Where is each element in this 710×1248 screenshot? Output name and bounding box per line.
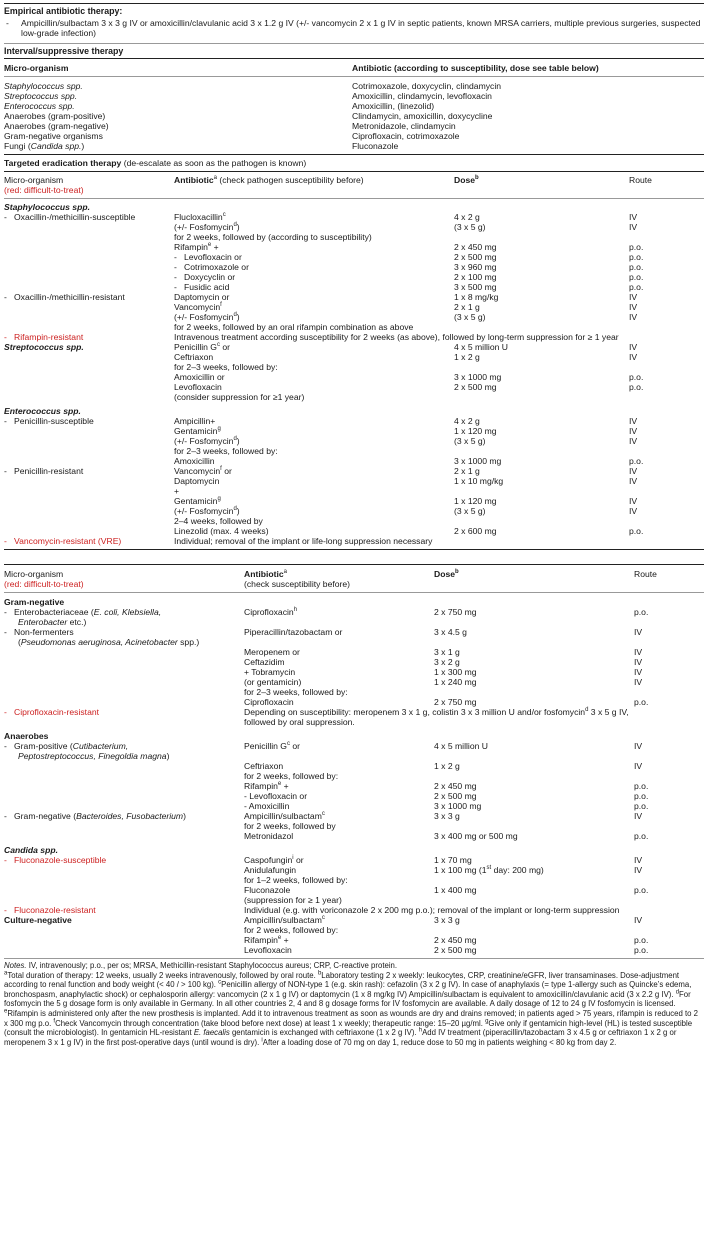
table-row: Enterococcus spp. Amoxicillin, (linezolid) (4, 101, 435, 111)
section-anaerobes: Anaerobes (4, 731, 49, 741)
interval-col-org: Micro-organism (4, 63, 69, 73)
targeted-subtitle: (de-escalate as soon as the pathogen is known) (123, 158, 307, 168)
second-header: Micro-organism (red: difficult-to-treat) Antibiotic$^a$ (check susceptibility before) Dose$^b$ Route (4, 569, 657, 589)
fluconazole-resistant-label: - Fluconazole-resistant (4, 905, 96, 915)
divider (4, 592, 704, 593)
rifampin-resistant-label: - Rifampin-resistant (4, 332, 84, 342)
empirical-item: - Ampicillin/sulbactam 3 x 3 g IV or amoxicillin/clavulanic acid 3 x 1.2 g IV (+/- vancomycin 2 x 1 g IV in septic patients, known MRSA carriers, multiple previous surgeries, suspected low-grade infection) (4, 18, 704, 38)
second-table: Gram-negative - Enterobacteriaceae (E. coli, Klebsiella, Enterobacter etc.) Ciprofloxacin$^h$ 2 x 750 mg p.o. - Non-fermenters (Pseudomonas aeruginosa, Acinetobacter spp.) Piperacillin/tazobactam or 3 x 4.5 g IV Meropenem or 3 x 1 g IV Ceftazidim 3 x 2 g IV + Tobramycin 1 x 300 mg IV (or gentamicin) 1 x 240 mg IV for 2–3 weeks, followed by: Ciprofloxacin 2 x 750 mg p.o. - Ciprofloxacin-resistant Depending on susceptibility: meropenem 3 x 1 g, colistin 3 x 3 million U and/or fosfomycin$^d$ 3 x 5 g IV, followed by oral suppression. Anaerobes - Gram-positive (Cutibacterium, Peptostreptococcus, Finegoldia magna) Penicillin $G^c$ or 4 x 5 million U IV Ceftriaxon 1 x 2 g IV for 2 weeks, followed by: Rifampin$^e$ + 2 x 450 mg p.o. - Levofloxacin or 2 x 500 mg p.o. - Amoxicillin 3 x 1000 mg p.o. - Gram-negative (Bacteroides, Fusobacterium) Ampicillin/sulbactam$^c$ 3 x 3 g IV for 2 weeks, followed by Metronidazol 3 x 400 mg or 500 mg p.o. Candida spp. - Fluconazole-susceptible Caspofungin$^i$ or 1 x 70 mg IV Anidulafungin 1 x 100 mg (1st day: 200 mg) IV for 1–2 weeks, followed by: Fluconazole 1 x 400 mg p.o. (suppression for ≥ 1 year) - Fluconazole-resistant Individual (e.g. with voriconazole 2 x 200 mg p.o.); removal of the implant or long-term suppression Culture-negative Ampicillin/sulbactam$^c$ 3 x 3 g IV for 2 weeks, followed by: Rifampin$^e$ + 2 x 450 mg p.o. Levofloxacin 2 x 500 mg p.o. (4, 597, 704, 955)
empirical-title: Empirical antibiotic therapy: (4, 6, 123, 16)
section-culture-negative: Culture-negative (4, 915, 72, 925)
interval-header (4, 59, 704, 76)
fluconazole-susceptible-label: - Fluconazole-susceptible (4, 855, 107, 865)
vre-label: - Vancomycin-resistant (VRE) (4, 536, 122, 546)
cipro-resistant-label: - Ciprofloxacin-resistant (4, 707, 100, 717)
table-notes: Notes. IV, intravenously; p.o., per os; MRSA, Methicillin-resistant Staphylococcus aureus; CRP, C-reactive protein. $^a$Total duration of therapy: 12 weeks, usually 2 weeks intravenously, followed by oral route. $^b$Laboratory testing 2 x weekly: leukocytes, CRP, creatinine/eGFR, liver transaminases. Dose-adjustment according to renal function and body weight (< 40 / > 100 kg). $^c$Penicillin allergy of NON-type 1 (e.g. skin rash): cefazolin (3 x 2 g IV). In case of anaphylaxis (= type 1-allergy such as Quincke’s edema, bronchospasm, anaphylactic shock) or cephalosporin allergy: vancomycin (2 x 1 g IV) or daptomycin (1 x 8 mg/kg IV) Ampicillin/sulbactam is equivalent to amoxicillin/clavulanic acid (3 x 2.2 g IV). $^d$For fosfomycin the 5 g dosage form is only available in Germany. In all other countries 2, 4 and 8 g dosage forms for IV fosfomycin are available. A daily dosage of 12 to 24 g IV fosfomycin is licensed. $^e$Rifampin is administered only after the new prosthesis is implanted. Add it to intravenous treatment as soon as wounds are dry and drains removed; in patients aged > 75 years, rifampin is reduced to 2 x 300 mg p.o. $^f$Check Vancomycin through concentration (take blood before next dose) at least 1 x weekly; therapeutic range: 15–20 µg/ml. $^g$Give only if gentamicin high-level (HL) is tested susceptible (consult the microbiologist). In gentamicin HL-resistant E. faecalis gentamicin is exchanged with ceftriaxone (1 x 2 g IV). $^h$Add IV treatment (piperacillin/tazobactam 3 x 4.5 g or ceftriaxon 1 x 2 g or meropenem 3 x 1 g IV) in the first post-operative days (until wound is dry). $^i$After a loading dose of 70 mg on day 1, reduce dose to 50 mg in patients weighing < 80 kg from day 2. (4, 961, 698, 1047)
section-gram-negative: Gram-negative (4, 597, 65, 607)
targeted-title-row (4, 155, 704, 171)
table-row: Streptococcus spp. Amoxicillin, clindamycin, levofloxacin (4, 91, 492, 101)
interval-title: Interval/suppressive therapy (4, 46, 124, 56)
section-entero: Enterococcus spp. (4, 406, 81, 416)
interval-table (4, 81, 704, 151)
targeted-title: Targeted eradication therapy (4, 158, 122, 168)
document-page (4, 3, 704, 1047)
table-row: Fungi (Candida spp.) Fluconazole (4, 141, 399, 151)
divider (4, 76, 704, 77)
table-row: Gram-negative organisms Ciprofloxacin, cotrimoxazole (4, 131, 460, 141)
table-row: Anaerobes (gram-negative) Metronidazole, clindamycin (4, 121, 456, 131)
section-staph: Staphylococcus spp. (4, 202, 90, 212)
targeted-table: Staphylococcus spp. - Oxacillin-/methicillin-susceptible Flucloxacillin$^c$ 4 x 2 g IV (+/- Fosfomycin$^d$) (3 x 5 g) IV for 2 weeks, followed by (according to susceptibility) Rifampin$^e$ + 2 x 450 mg p.o. - Levofloxacin or 2 x 500 mg p.o. - Cotrimoxazole or 3 x 960 mg p.o. - Doxycyclin or 2 x 100 mg p.o. - Fusidic acid 3 x 500 mg p.o. - Oxacillin-/methicillin-resistant Daptomycin or 1 x 8 mg/kg IV Vancomycin$^f$ 2 x 1 g IV (+/- Fosfomycin$^d$) (3 x 5 g) IV for 2 weeks, followed by an oral rifampin combination as above - Rifampin-resistant Intravenous treatment according susceptibility for 2 weeks (as above), followed by long-term suppression for ≥ 1 year Streptococcus spp. Penicillin $G^c$ or 4 x 5 million U IV Ceftriaxon 1 x 2 g IV for 2–3 weeks, followed by: Amoxicillin or 3 x 1000 mg p.o. Levofloxacin 2 x 500 mg p.o. (consider suppression for ≥1 year) Enterococcus spp. - Penicillin-susceptible Ampicillin+ 4 x 2 g IV Gentamicin$^g$ 1 x 120 mg IV (+/- Fosfomycin$^d$) (3 x 5 g) IV for 2–3 weeks, followed by: Amoxicillin 3 x 1000 mg p.o. - Penicillin-resistant Vancomycin$^f$ or 2 x 1 g IV Daptomycin 1 x 10 mg/kg IV + Gentamicin$^g$ 1 x 120 mg IV (+/- Fosfomycin$^d$) (3 x 5 g) IV 2–4 weeks, followed by Linezolid (max. 4 weeks) 2 x 600 mg p.o. - Vancomycin-resistant (VRE) Individual; removal of the implant or life-long suppression necessary (4, 202, 704, 546)
table-row: Staphylococcus spp. Cotrimoxazole, doxycyclin, clindamycin (4, 81, 502, 91)
empirical-text: Ampicillin/sulbactam 3 x 3 g IV or amoxicillin/clavulanic acid 3 x 1.2 g IV (+/- vancomycin 2 x 1 g IV in septic patients, known MRSA carriers, multiple previous surgeries, suspected low-grade infection) (21, 18, 701, 38)
section-candida: Candida spp. (4, 845, 58, 855)
table-row: Anaerobes (gram-positive) Clindamycin, amoxicillin, doxycycline (4, 111, 493, 121)
targeted-header: Micro-organism (red: difficult-to-treat) Antibiotic$^a$ (check pathogen susceptibility before) Dose$^b$ Route (4, 175, 652, 195)
divider (4, 198, 704, 199)
section-strep: Streptococcus spp. (4, 342, 84, 352)
interval-col-ab: Antibiotic (according to susceptibility, dose see table below) (352, 63, 599, 73)
